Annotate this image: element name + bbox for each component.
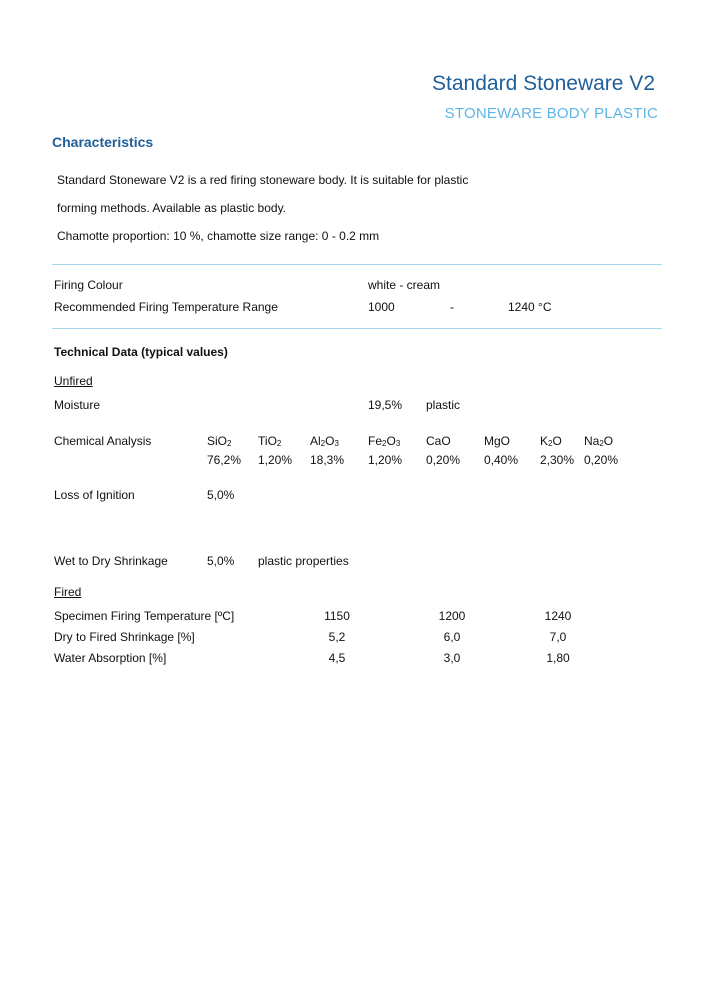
document-title: Standard Stoneware V2 xyxy=(432,72,655,95)
characteristics-line-3: Chamotte proportion: 10 %, chamotte size range: 0 - 0.2 mm xyxy=(57,229,380,243)
technical-data-heading: Technical Data (typical values) xyxy=(54,345,228,359)
fired-row-value: 1200 xyxy=(438,609,466,623)
fired-label: Fired xyxy=(54,585,82,599)
fired-row-label: Water Absorption [%] xyxy=(54,651,167,665)
chemical-formula: SiO$_2$ xyxy=(207,434,232,448)
chemical-formula: $Na_2O$ xyxy=(584,434,614,448)
chemical-value: 0,20% xyxy=(584,453,619,467)
wet-dry-shrinkage-label: Wet to Dry Shrinkage xyxy=(54,554,168,568)
wet-dry-shrinkage-value: 5,0% xyxy=(207,554,235,568)
chemical-value: 0,20% xyxy=(426,453,461,467)
temp-range-label: Recommended Firing Temperature Range xyxy=(54,300,278,314)
firing-colour-label: Firing Colour xyxy=(54,278,123,292)
temp-range-dash: - xyxy=(450,300,454,314)
moisture-value: 19,5% xyxy=(368,398,403,412)
moisture-note: plastic xyxy=(426,398,461,412)
chemical-value: 18,3% xyxy=(310,453,345,467)
fired-row-value: 6,0 xyxy=(443,630,461,644)
temp-range-min: 1000 xyxy=(368,300,395,314)
fired-row-value: 1240 xyxy=(544,609,572,623)
fired-row-label: Specimen Firing Temperature [ºC] xyxy=(54,609,235,623)
chemical-formula: $Fe_2O_3$ xyxy=(368,434,401,448)
characteristics-line-2: forming methods. Available as plastic body. xyxy=(57,201,287,215)
moisture-label: Moisture xyxy=(54,398,101,412)
firing-colour-value: white - cream xyxy=(368,278,441,292)
fired-row-value: 7,0 xyxy=(549,630,567,644)
fired-row-label: Dry to Fired Shrinkage [%] xyxy=(54,630,195,644)
chemical-analysis-label: Chemical Analysis xyxy=(54,434,152,448)
chemical-formula: $K_2O$ xyxy=(540,434,562,448)
chemical-formula: MgO xyxy=(484,434,511,448)
chemical-formula: TiO$_2$ xyxy=(258,434,282,448)
document-subtitle: STONEWARE BODY PLASTIC xyxy=(444,105,658,122)
chemical-value: 76,2% xyxy=(207,453,242,467)
fired-row-value: 1,80 xyxy=(546,651,570,665)
characteristics-heading: Characteristics xyxy=(52,134,154,150)
chemical-value: 1,20% xyxy=(368,453,403,467)
chemical-value: 0,40% xyxy=(484,453,519,467)
loss-of-ignition-value: 5,0% xyxy=(207,488,235,502)
fired-row-value: 4,5 xyxy=(328,651,346,665)
chemical-value: 2,30% xyxy=(540,453,575,467)
wet-dry-shrinkage-note: plastic properties xyxy=(258,554,349,568)
loss-of-ignition-label: Loss of Ignition xyxy=(54,488,135,502)
chemical-formula: CaO xyxy=(426,434,451,448)
fired-row-value: 3,0 xyxy=(443,651,461,665)
unfired-label: Unfired xyxy=(54,374,93,388)
characteristics-line-1: Standard Stoneware V2 is a red firing stoneware body. It is suitable for plastic xyxy=(57,173,469,187)
chemical-value: 1,20% xyxy=(258,453,293,467)
chemical-formula: $Al_2O_3$ xyxy=(310,434,339,448)
divider-bottom xyxy=(52,328,662,329)
divider-top xyxy=(52,264,662,265)
fired-row-value: 1150 xyxy=(324,609,350,623)
temp-range-max: 1240 °C xyxy=(508,300,552,314)
fired-row-value: 5,2 xyxy=(328,630,346,644)
